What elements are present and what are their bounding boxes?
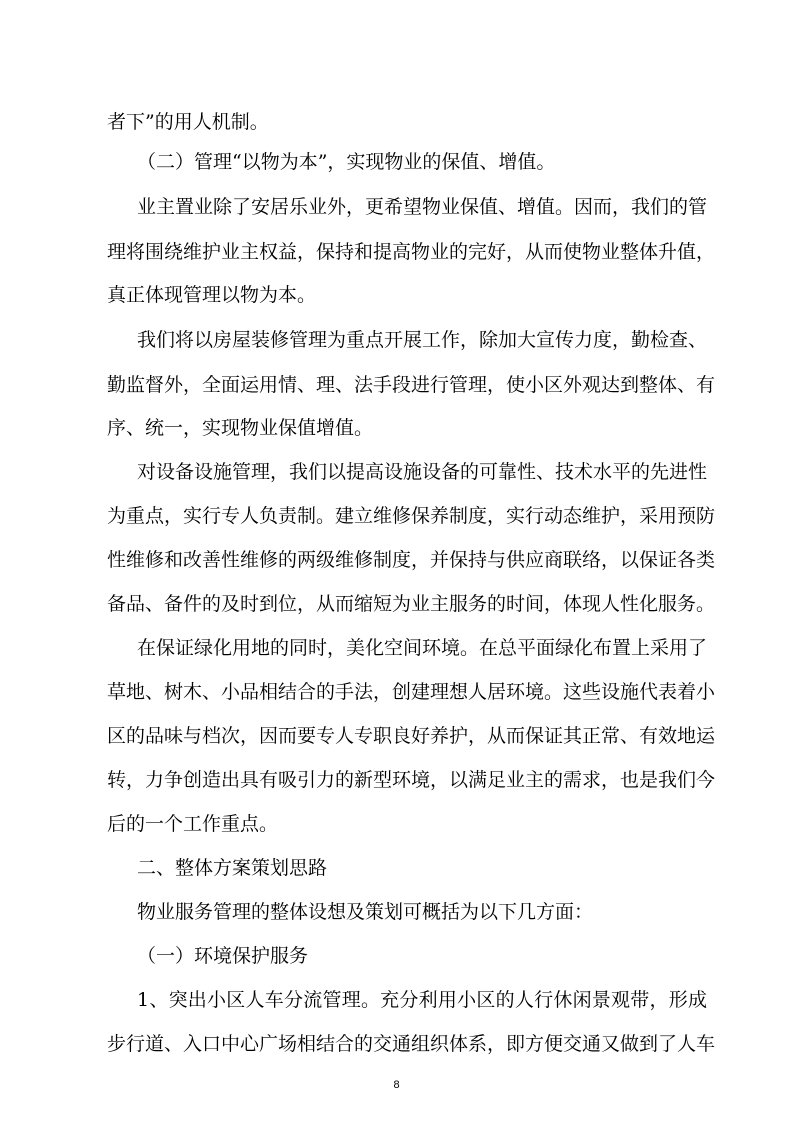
text-line: 真正体现管理以物为本。 [107, 284, 317, 306]
text-line: 序、统一，实现物业保值增值。 [107, 417, 374, 439]
text-line: 者下”的用人机制。 [107, 111, 269, 133]
text-line: 后的一个工作重点。 [107, 813, 279, 835]
text-line: 对设备设施管理，我们以提高设施设备的可靠性、技术水平的先进性 [137, 461, 708, 483]
section-heading: （一）环境保护服务 [137, 945, 309, 967]
text-line: 草地、树木、小品相结合的手法，创建理想人居环境。这些设施代表着小 [107, 681, 716, 703]
text-line: 在保证绿化用地的同时，美化空间环境。在总平面绿化布置上采用了 [137, 637, 708, 659]
text-line: 物业服务管理的整体设想及策划可概括为以下几方面： [137, 901, 594, 923]
text-line: 步行道、入口中心广场相结合的交通组织体系，即方便交通又做到了人车 [107, 1033, 716, 1055]
section-heading: （二）管理“以物为本”，实现物业的保值、增值。 [137, 151, 556, 173]
text-line: 为重点，实行专人负责制。建立维修保养制度，实行动态维护，采用预防 [107, 505, 716, 527]
text-line: 勤监督外，全面运用情、理、法手段进行管理，使小区外观达到整体、有 [107, 374, 716, 396]
text-line: 转，力争创造出具有吸引力的新型环境，以满足业主的需求，也是我们今 [107, 769, 716, 791]
text-line: 业主置业除了安居乐业外，更希望物业保值、增值。因而，我们的管 [137, 196, 708, 218]
page-number: 8 [393, 1079, 400, 1091]
text-line: 1、突出小区人车分流管理。充分利用小区的人行休闲景观带，形成 [137, 989, 707, 1011]
text-line: 我们将以房屋装修管理为重点开展工作，除加大宣传力度，勤检查、 [137, 329, 708, 351]
section-heading: 二、整体方案策划思路 [137, 857, 328, 879]
text-line: 区的品味与档次，因而要专人专职良好养护，从而保证其正常、有效地运 [107, 725, 716, 747]
text-line: 性维修和改善性维修的两级维修制度，并保持与供应商联络，以保证各类 [107, 549, 716, 571]
text-line: 理将围绕维护业主权益，保持和提高物业的完好，从而使物业整体升值， [107, 241, 716, 263]
text-line: 备品、备件的及时到位，从而缩短为业主服务的时间，体现人性化服务。 [107, 593, 716, 615]
